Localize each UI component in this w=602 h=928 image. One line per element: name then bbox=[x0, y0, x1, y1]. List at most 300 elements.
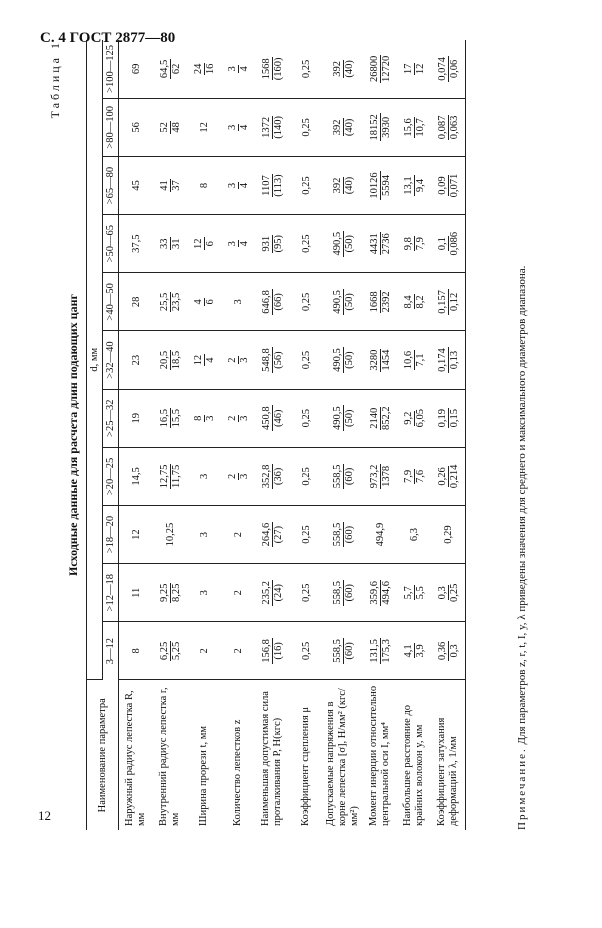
table-cell bbox=[221, 505, 255, 563]
value-upper: 156,8 bbox=[260, 639, 272, 663]
value: 2 bbox=[198, 648, 210, 654]
value-upper: 359,6 bbox=[368, 580, 380, 605]
param-name: Наибольшее расстояние до крайних волокон y, мм bbox=[402, 704, 425, 826]
fraction-value bbox=[332, 60, 355, 78]
table-cell bbox=[187, 331, 221, 389]
table-cell bbox=[397, 156, 431, 214]
value-upper: 24 bbox=[192, 63, 204, 75]
fraction-value bbox=[437, 56, 460, 82]
value: 28 bbox=[130, 296, 142, 308]
value-upper: 1372 bbox=[260, 116, 272, 138]
value-upper: 352,8 bbox=[260, 464, 272, 489]
value: 0,25 bbox=[300, 176, 312, 195]
table-cell bbox=[431, 40, 466, 98]
table-cell bbox=[119, 215, 154, 273]
value-lower: (60) bbox=[343, 467, 355, 486]
value-upper: 264,6 bbox=[260, 522, 272, 547]
value-lower: 175,3 bbox=[380, 639, 392, 663]
value-upper: 0,36 bbox=[436, 641, 448, 661]
param-name: Момент инерции относительно центральной оси I, мм⁴ bbox=[368, 685, 391, 826]
value-upper: 558,5 bbox=[331, 522, 343, 547]
table-cell bbox=[119, 447, 154, 505]
table-cell bbox=[323, 98, 363, 156]
value-lower: (50) bbox=[343, 293, 355, 311]
table-cell bbox=[187, 156, 221, 214]
table-cell bbox=[119, 331, 154, 389]
value: 37,5 bbox=[130, 234, 142, 253]
page-number: 12 bbox=[38, 808, 51, 823]
table-cell bbox=[363, 215, 397, 273]
table-cell bbox=[431, 447, 466, 505]
value-lower: (36) bbox=[272, 467, 284, 486]
value-lower: (160) bbox=[272, 57, 284, 81]
value-lower: 3 bbox=[238, 415, 250, 421]
fraction-value bbox=[437, 641, 460, 661]
table-cell bbox=[289, 564, 323, 622]
fraction-value bbox=[261, 405, 284, 431]
value-lower: (56) bbox=[272, 351, 284, 369]
value-lower: 7,9 bbox=[414, 237, 426, 251]
fraction-value bbox=[193, 415, 216, 422]
value-upper: 2140 bbox=[368, 407, 380, 429]
value-upper: 4431 bbox=[368, 233, 380, 255]
page-header: С. 4 ГОСТ 2877—80 bbox=[40, 30, 176, 46]
footnote-text: Для параметров z, r, t, I, y, λ приведены значения для среднего и максимального диаметров диапазона. bbox=[516, 265, 528, 745]
table-cell bbox=[397, 505, 431, 563]
value-lower: 23,5 bbox=[170, 292, 182, 312]
value-lower: 0,13 bbox=[448, 350, 460, 370]
table-cell bbox=[153, 98, 187, 156]
value-lower: 0,25 bbox=[448, 583, 460, 602]
value-lower: 4 bbox=[238, 124, 250, 130]
table-cell bbox=[255, 447, 289, 505]
fraction-value bbox=[437, 115, 460, 141]
value-upper: 558,5 bbox=[331, 639, 343, 663]
value-lower: 4 bbox=[238, 66, 250, 72]
fraction-value bbox=[403, 643, 426, 658]
table-cell bbox=[363, 505, 397, 563]
table-cell bbox=[221, 156, 255, 214]
column-header: >80—100 bbox=[103, 98, 119, 156]
value-lower: 1454 bbox=[380, 349, 392, 371]
param-name: Внутренний радиус лепестка r, мм bbox=[158, 687, 181, 826]
table-cell bbox=[363, 156, 397, 214]
table-body bbox=[119, 40, 466, 830]
fraction-value bbox=[369, 171, 392, 199]
fraction-value bbox=[159, 641, 182, 661]
value-lower: (113) bbox=[272, 174, 284, 197]
value-lower: 0,15 bbox=[448, 409, 460, 428]
value-upper: 41 bbox=[158, 180, 170, 191]
fraction-value bbox=[332, 289, 355, 315]
value-lower: (50) bbox=[343, 351, 355, 369]
value-upper: 15,6 bbox=[402, 118, 414, 137]
value: 0,29 bbox=[442, 525, 454, 544]
table-cell bbox=[221, 273, 255, 331]
table-cell bbox=[363, 331, 397, 389]
table-cell bbox=[221, 564, 255, 622]
value-lower: 0,3 bbox=[448, 644, 460, 658]
value-lower: 852,2 bbox=[380, 406, 392, 431]
table-cell bbox=[187, 389, 221, 447]
table-cell bbox=[255, 40, 289, 98]
table-cell bbox=[397, 622, 431, 680]
table-cell bbox=[221, 447, 255, 505]
table-cell bbox=[187, 447, 221, 505]
value-upper: 9,25 bbox=[158, 583, 170, 602]
table-row bbox=[431, 40, 466, 830]
fraction-value bbox=[261, 347, 284, 373]
value-lower: 5,5 bbox=[414, 586, 426, 600]
table-cell bbox=[119, 156, 154, 214]
fraction-value bbox=[159, 59, 182, 79]
value-lower: 8,2 bbox=[414, 295, 426, 309]
value-upper: 973,2 bbox=[368, 464, 380, 489]
table-row bbox=[289, 40, 323, 830]
value-upper: 490,5 bbox=[331, 406, 343, 431]
footnote bbox=[516, 266, 528, 830]
table-cell bbox=[255, 273, 289, 331]
table-cell bbox=[187, 564, 221, 622]
value-upper: 25,5 bbox=[158, 292, 170, 312]
value: 2 bbox=[232, 648, 244, 654]
value-upper: 0,1 bbox=[436, 237, 448, 251]
fraction-value bbox=[403, 469, 426, 484]
table-cell bbox=[221, 98, 255, 156]
table-row bbox=[397, 40, 431, 830]
value-lower: 0,12 bbox=[448, 292, 460, 312]
value-lower: 4 bbox=[238, 182, 250, 189]
fraction-value bbox=[437, 584, 460, 602]
table-cell bbox=[323, 156, 363, 214]
fraction-value bbox=[369, 232, 392, 255]
value-upper: 131,5 bbox=[368, 639, 380, 663]
table-cell bbox=[153, 156, 187, 214]
value-lower: (50) bbox=[343, 409, 355, 427]
value-lower: (27) bbox=[272, 525, 284, 544]
table-cell bbox=[363, 447, 397, 505]
value-upper: 10,6 bbox=[402, 350, 414, 370]
fraction-value bbox=[332, 464, 355, 490]
value-upper: 450,8 bbox=[260, 406, 272, 431]
value-upper: 8,4 bbox=[402, 295, 414, 309]
column-header: >50—65 bbox=[103, 215, 119, 273]
value-upper: 235,2 bbox=[260, 580, 272, 605]
fraction-value bbox=[193, 298, 216, 305]
value: 56 bbox=[130, 122, 142, 133]
table-cell bbox=[255, 98, 289, 156]
table-cell bbox=[187, 505, 221, 563]
value-lower: 0,214 bbox=[448, 464, 460, 489]
fraction-value bbox=[403, 236, 426, 251]
value: 0,25 bbox=[300, 292, 312, 312]
column-header: >25—32 bbox=[103, 389, 119, 447]
table-cell bbox=[323, 215, 363, 273]
value-lower: 3 bbox=[238, 357, 250, 363]
table-cell bbox=[323, 447, 363, 505]
table-cell bbox=[431, 389, 466, 447]
fraction-value bbox=[332, 405, 355, 431]
fraction-value bbox=[332, 580, 355, 606]
value-lower: 31 bbox=[170, 238, 182, 249]
value-upper: 392 bbox=[331, 177, 343, 194]
table-cell bbox=[119, 564, 154, 622]
column-header: >32—40 bbox=[103, 331, 119, 389]
value-upper: 12 bbox=[192, 238, 204, 249]
table-cell bbox=[323, 505, 363, 563]
value-upper: 4 bbox=[192, 299, 204, 305]
value: 10,25 bbox=[164, 522, 176, 547]
value-upper: 9,8 bbox=[402, 237, 414, 251]
fraction-value bbox=[369, 55, 392, 83]
value-lower: 15,5 bbox=[170, 409, 182, 428]
table-cell bbox=[323, 40, 363, 98]
value-upper: 646,8 bbox=[260, 290, 272, 314]
value-upper: 0,074 bbox=[436, 57, 448, 81]
fraction-value bbox=[159, 121, 182, 134]
table-label: Таблица 1 bbox=[48, 40, 62, 119]
value-lower: 7,1 bbox=[414, 353, 426, 367]
value-upper: 52 bbox=[158, 122, 170, 133]
value-upper: 0,26 bbox=[436, 467, 448, 486]
table-cell bbox=[289, 215, 323, 273]
value-upper: 548,8 bbox=[260, 348, 272, 372]
table-cell bbox=[323, 564, 363, 622]
table-cell bbox=[119, 98, 154, 156]
value-lower: 12720 bbox=[380, 55, 392, 83]
fraction-value bbox=[403, 350, 426, 370]
value-lower: 494,6 bbox=[380, 580, 392, 605]
table-row bbox=[255, 40, 289, 830]
value: 0,25 bbox=[300, 59, 312, 79]
value-lower: 0,063 bbox=[448, 115, 460, 140]
value-upper: 931 bbox=[260, 235, 272, 252]
table-cell bbox=[187, 98, 221, 156]
value: 0,25 bbox=[300, 467, 312, 486]
fraction-value bbox=[227, 124, 250, 131]
value-lower: (40) bbox=[343, 118, 355, 137]
table-cell bbox=[397, 564, 431, 622]
table-cell bbox=[221, 389, 255, 447]
value-upper: 3 bbox=[226, 241, 238, 247]
value-upper: 558,5 bbox=[331, 580, 343, 605]
value-lower: (24) bbox=[272, 584, 284, 602]
value-lower: (60) bbox=[343, 584, 355, 602]
value-upper: 20,5 bbox=[158, 350, 170, 370]
value-lower: 8,25 bbox=[170, 583, 182, 602]
value-lower: 18,5 bbox=[170, 350, 182, 370]
value-upper: 0,3 bbox=[436, 586, 448, 600]
value: 0,25 bbox=[300, 234, 312, 253]
table-row bbox=[153, 40, 187, 830]
table-cell bbox=[289, 505, 323, 563]
fraction-value bbox=[437, 465, 460, 489]
table-cell bbox=[289, 447, 323, 505]
value-lower: 6 bbox=[204, 299, 216, 305]
table-cell bbox=[431, 564, 466, 622]
fraction-value bbox=[261, 464, 284, 490]
table-cell bbox=[397, 331, 431, 389]
table-cell bbox=[397, 447, 431, 505]
table-cell bbox=[255, 156, 289, 214]
table-cell bbox=[255, 622, 289, 680]
param-name: Наружный радиус лепестка R, мм bbox=[124, 690, 147, 826]
fraction-value bbox=[332, 347, 355, 373]
table-cell bbox=[397, 389, 431, 447]
table-cell bbox=[119, 40, 154, 98]
fraction-value bbox=[437, 347, 460, 373]
fraction-value bbox=[369, 580, 392, 606]
table-cell bbox=[431, 273, 466, 331]
value-upper: 490,5 bbox=[331, 290, 343, 314]
value-lower: 3 bbox=[204, 415, 216, 421]
value-upper: 392 bbox=[331, 119, 343, 136]
fraction-value bbox=[437, 289, 460, 315]
table-cell bbox=[255, 505, 289, 563]
value-upper: 7,9 bbox=[402, 469, 414, 483]
fraction-value bbox=[227, 65, 250, 72]
fraction-value bbox=[227, 473, 250, 480]
table-cell bbox=[363, 40, 397, 98]
value: 45 bbox=[130, 180, 142, 191]
fraction-value bbox=[159, 237, 182, 250]
value-upper: 12 bbox=[192, 354, 204, 366]
fraction-value bbox=[159, 464, 182, 490]
value: 0,25 bbox=[300, 641, 312, 661]
value-upper: 1568 bbox=[260, 58, 272, 80]
value-lower: 4 bbox=[204, 357, 216, 363]
fraction-value bbox=[159, 179, 182, 192]
table-cell bbox=[153, 447, 187, 505]
value-upper: 392 bbox=[331, 61, 343, 77]
fraction-value bbox=[369, 290, 392, 313]
param-name: Наименьшая допустимая сила проталкивания P, Н(кгс) bbox=[260, 691, 283, 826]
table-cell bbox=[431, 331, 466, 389]
fraction-value bbox=[261, 289, 284, 315]
table-cell bbox=[289, 40, 323, 98]
table-cell bbox=[323, 273, 363, 331]
value-upper: 18152 bbox=[368, 114, 380, 141]
value-lower: 6 bbox=[204, 241, 216, 247]
table-row bbox=[323, 40, 363, 830]
table-cell bbox=[323, 331, 363, 389]
value-upper: 3 bbox=[226, 182, 238, 189]
table-cell bbox=[153, 215, 187, 273]
value-lower: (40) bbox=[343, 176, 355, 195]
table-cell bbox=[221, 215, 255, 273]
fraction-value bbox=[437, 232, 460, 256]
value-upper: 3280 bbox=[368, 349, 380, 371]
table-cell bbox=[255, 331, 289, 389]
table-cell bbox=[289, 622, 323, 680]
value: 11 bbox=[130, 587, 142, 598]
value-lower: (95) bbox=[272, 234, 284, 253]
value: 12 bbox=[130, 529, 142, 540]
value: 8 bbox=[130, 648, 142, 654]
value-upper: 17 bbox=[402, 63, 414, 75]
fraction-value bbox=[332, 119, 355, 137]
table-cell bbox=[323, 389, 363, 447]
value-lower: 37 bbox=[170, 180, 182, 191]
table-cell bbox=[397, 98, 431, 156]
value: 19 bbox=[130, 412, 142, 424]
fraction-value bbox=[193, 237, 216, 250]
value-lower: 6,05 bbox=[414, 409, 426, 428]
table-title: Исходные данные для расчета длин подающих цанг bbox=[66, 294, 80, 576]
d-header: d, мм bbox=[87, 40, 103, 680]
value: 0,25 bbox=[300, 525, 312, 544]
value-lower: 11,75 bbox=[170, 464, 182, 489]
table-cell bbox=[289, 389, 323, 447]
value: 494,9 bbox=[374, 522, 386, 547]
value-lower: (66) bbox=[272, 293, 284, 311]
value-lower: 62 bbox=[170, 63, 182, 75]
table-cell bbox=[431, 505, 466, 563]
value-upper: 0,09 bbox=[436, 176, 448, 195]
column-header: >12—18 bbox=[103, 564, 119, 622]
table-cell bbox=[289, 331, 323, 389]
column-header: >65—80 bbox=[103, 156, 119, 214]
column-header: >20—25 bbox=[103, 447, 119, 505]
fraction-value bbox=[437, 408, 460, 428]
fraction-value bbox=[332, 522, 355, 548]
table-cell bbox=[397, 273, 431, 331]
fraction-value bbox=[437, 174, 460, 198]
value-upper: 33 bbox=[158, 238, 170, 249]
value-upper: 0,157 bbox=[436, 290, 448, 314]
fraction-value bbox=[261, 235, 284, 253]
table-cell bbox=[289, 273, 323, 331]
table-cell bbox=[255, 564, 289, 622]
table-cell bbox=[363, 564, 397, 622]
table-cell bbox=[431, 622, 466, 680]
table-cell bbox=[363, 622, 397, 680]
fraction-value bbox=[403, 585, 426, 600]
value: 0,25 bbox=[300, 409, 312, 428]
table-row bbox=[187, 40, 221, 830]
value: 12 bbox=[198, 122, 210, 133]
value-upper: 1668 bbox=[368, 291, 380, 313]
table-cell bbox=[397, 215, 431, 273]
table-cell bbox=[431, 156, 466, 214]
table-cell bbox=[323, 622, 363, 680]
param-name: Количество лепестков z bbox=[232, 719, 243, 826]
table-cell bbox=[119, 505, 154, 563]
value-upper: 9,2 bbox=[402, 411, 414, 425]
table-cell bbox=[221, 331, 255, 389]
value: 2 bbox=[232, 590, 244, 596]
fraction-value bbox=[227, 415, 250, 422]
value: 3 bbox=[198, 531, 210, 538]
fraction-value bbox=[159, 350, 182, 370]
fraction-value bbox=[261, 638, 284, 664]
table-cell bbox=[431, 98, 466, 156]
value-lower: (46) bbox=[272, 409, 284, 427]
table-cell bbox=[397, 40, 431, 98]
table-cell bbox=[363, 98, 397, 156]
table-cell bbox=[187, 215, 221, 273]
column-header: >18—20 bbox=[103, 505, 119, 563]
value: 3 bbox=[198, 590, 210, 596]
value-upper: 0,087 bbox=[436, 115, 448, 140]
fraction-value bbox=[159, 292, 182, 312]
fraction-value bbox=[369, 349, 392, 372]
param-name: Коэффициент затухания деформаций λ, 1/мм bbox=[431, 680, 466, 830]
table-cell bbox=[119, 273, 154, 331]
table-cell bbox=[153, 331, 187, 389]
fraction-value bbox=[261, 174, 284, 197]
fraction-value bbox=[332, 231, 355, 257]
